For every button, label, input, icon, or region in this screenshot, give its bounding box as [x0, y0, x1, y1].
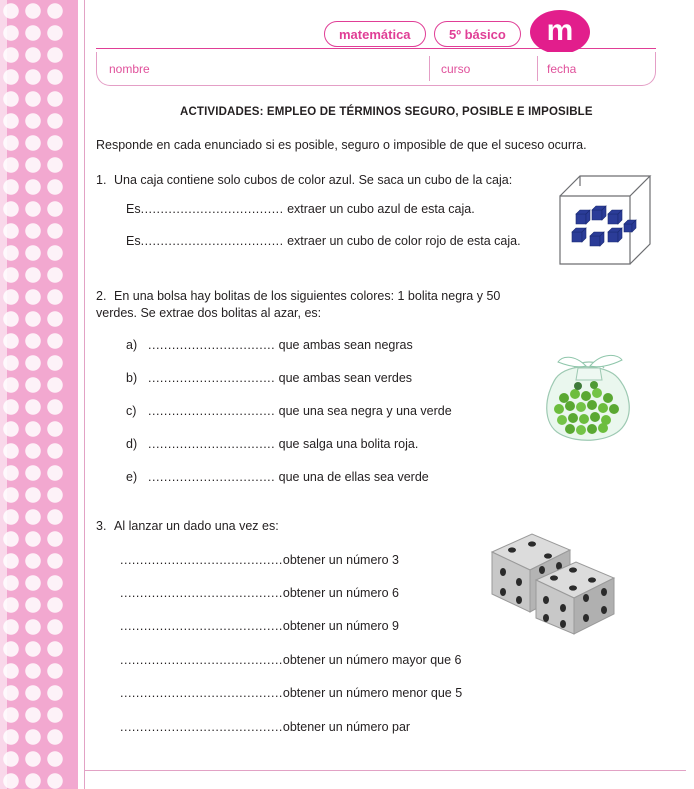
- worksheet-header: [96, 10, 684, 86]
- question-1-number: 1.: [96, 173, 107, 187]
- subject-badge: matemática: [324, 21, 426, 47]
- question-1: [96, 172, 536, 189]
- question-3-text: Al lanzar un dado una vez es:: [114, 519, 279, 533]
- question-3-item-2: [120, 586, 399, 600]
- box-with-blue-cubes-illustration: [552, 166, 662, 276]
- item-prefix: Es: [126, 202, 141, 216]
- question-1-item-2: [126, 234, 521, 248]
- answer-blank[interactable]: ....................................: [140, 202, 284, 216]
- logo: [530, 10, 590, 54]
- answer-blank[interactable]: .........................................: [120, 686, 283, 700]
- curso-field[interactable]: curso: [441, 61, 471, 76]
- answer-blank[interactable]: .........................................: [120, 553, 283, 567]
- item-text: que ambas sean negras: [275, 338, 413, 352]
- dot-pattern: [0, 0, 78, 789]
- answer-blank[interactable]: .........................................: [120, 586, 283, 600]
- instructions: Responde en cada enunciado si es posible, seguro o imposible de que el suceso ocurra.: [96, 138, 587, 152]
- answer-blank[interactable]: ................................: [148, 338, 276, 352]
- item-text: obtener un número par: [282, 720, 411, 734]
- question-1-text: Una caja contiene solo cubos de color azul. Se saca un cubo de la caja:: [114, 173, 513, 187]
- question-2-item-e: [126, 470, 429, 484]
- field-divider: [429, 56, 430, 81]
- item-text: obtener un número 9: [282, 619, 399, 633]
- question-2-text: En una bolsa hay bolitas de los siguientes colores: 1 bolita negra y 50 verdes. Se extrae dos bolitas al azar, es:: [96, 289, 501, 320]
- question-2-item-c: [126, 404, 452, 418]
- logo-letter: m: [546, 14, 574, 47]
- question-3-item-4: [120, 653, 461, 667]
- item-text: que salga una bolita roja.: [275, 437, 419, 451]
- question-3: [96, 518, 476, 535]
- field-divider: [537, 56, 538, 81]
- worksheet-body: [96, 98, 686, 768]
- question-2-item-b: [126, 371, 412, 385]
- activity-title: ACTIVIDADES: EMPLEO DE TÉRMINOS SEGURO, POSIBLE E IMPOSIBLE: [180, 106, 593, 118]
- question-3-item-6: [120, 720, 410, 734]
- item-prefix: Es: [126, 234, 141, 248]
- bag-of-marbles-illustration: [526, 338, 646, 448]
- question-3-item-3: [120, 619, 399, 633]
- fecha-field[interactable]: fecha: [547, 61, 577, 76]
- item-text: que una sea negra y una verde: [275, 404, 452, 418]
- question-2-number: 2.: [96, 289, 107, 303]
- item-text: obtener un número menor que 5: [282, 686, 463, 700]
- item-text: que ambas sean verdes: [275, 371, 413, 385]
- level-badge: 5º básico: [434, 21, 521, 47]
- page-bottom-rule: [84, 770, 686, 771]
- item-text: obtener un número mayor que 6: [282, 653, 462, 667]
- question-3-number: 3.: [96, 519, 107, 533]
- band-edge: [0, 0, 7, 789]
- item-text: obtener un número 3: [282, 553, 399, 567]
- item-text: que una de ellas sea verde: [275, 470, 429, 484]
- answer-blank[interactable]: .........................................: [120, 653, 283, 667]
- item-label: c): [126, 404, 137, 418]
- question-2: [96, 288, 516, 322]
- answer-blank[interactable]: ................................: [148, 371, 276, 385]
- question-2-item-a: [126, 338, 413, 352]
- item-label: d): [126, 437, 138, 451]
- question-3-item-5: [120, 686, 462, 700]
- question-3-item-1: [120, 553, 399, 567]
- item-label: a): [126, 338, 138, 352]
- question-1-item-1: [126, 202, 475, 216]
- nombre-field[interactable]: nombre: [109, 61, 150, 76]
- answer-blank[interactable]: ................................: [148, 404, 276, 418]
- item-label: b): [126, 371, 138, 385]
- item-text: obtener un número 6: [282, 586, 399, 600]
- two-dice-illustration: [474, 508, 644, 638]
- item-text: extraer un cubo de color rojo de esta caja.: [283, 234, 521, 248]
- answer-blank[interactable]: ................................: [148, 470, 276, 484]
- decorative-left-band: [0, 0, 78, 789]
- answer-blank[interactable]: ................................: [148, 437, 276, 451]
- answer-blank[interactable]: ....................................: [140, 234, 284, 248]
- question-2-item-d: [126, 437, 418, 451]
- answer-blank[interactable]: .........................................: [120, 619, 283, 633]
- answer-blank[interactable]: .........................................: [120, 720, 283, 734]
- student-info-row: [96, 52, 656, 86]
- item-label: e): [126, 470, 138, 484]
- item-text: extraer un cubo azul de esta caja.: [283, 202, 475, 216]
